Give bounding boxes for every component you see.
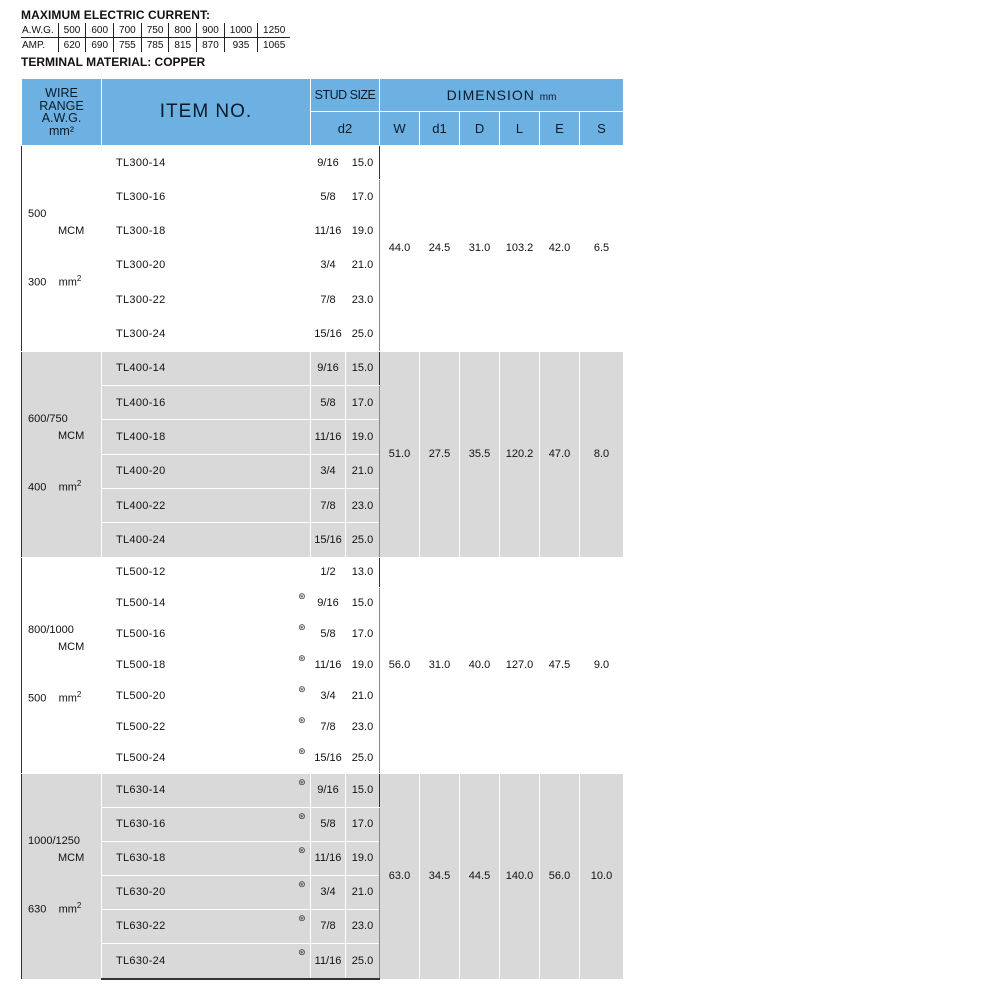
stud-size-mm: 17.0 — [346, 807, 380, 841]
item-no-cell — [102, 557, 311, 588]
dimension-unit: mm — [539, 92, 557, 103]
stud-size-mm: 25.0 — [346, 523, 380, 557]
wire-range-line-3: A.W.G. — [41, 111, 82, 125]
terminal-material: TERMINAL MATERIAL: COPPER — [21, 55, 206, 69]
wire-range-line-2: RANGE — [39, 98, 84, 113]
item-no-cell — [102, 420, 311, 454]
stud-size-mm: 25.0 — [346, 317, 380, 351]
stud-size-inch: 5/8 — [311, 807, 346, 841]
range-mm-unit: mm — [58, 276, 77, 289]
table-row — [22, 557, 624, 588]
stud-size-mm: 23.0 — [346, 488, 380, 522]
wire-range-line-4: mm² — [49, 123, 74, 138]
table-row — [22, 773, 624, 807]
stud-size-mm: 25.0 — [346, 943, 380, 979]
range-mm-unit: mm — [58, 692, 77, 705]
stud-size-mm: 23.0 — [346, 711, 380, 742]
stud-size-inch: 15/16 — [311, 742, 346, 773]
current-rating-table — [21, 23, 290, 52]
dim-w: 51.0 — [380, 351, 420, 557]
stud-size-inch: 5/8 — [311, 180, 346, 214]
range-mm-line — [28, 475, 101, 497]
range-mcm: MCM — [58, 430, 85, 443]
item-no-cell — [102, 523, 311, 557]
amp-value: 935 — [224, 38, 257, 53]
item-mark-icon: ⊛ — [298, 776, 306, 787]
wire-range-cell — [22, 146, 102, 352]
range-mm-value: 500 — [28, 692, 47, 705]
range-mm-sup: 2 — [76, 273, 82, 283]
stud-size-inch: 3/4 — [311, 680, 346, 711]
max-current-title: MAXIMUM ELECTRIC CURRENT: — [21, 8, 211, 22]
col-header-s: S — [580, 112, 624, 146]
range-mm-value: 400 — [28, 481, 47, 494]
stud-size-mm: 15.0 — [346, 588, 380, 619]
stud-size-inch: 3/4 — [311, 875, 346, 909]
item-no: TL300-16 — [116, 190, 166, 203]
item-no-cell — [102, 909, 311, 943]
item-no-cell — [102, 619, 311, 650]
stud-size-mm: 19.0 — [346, 841, 380, 875]
item-no: TL630-20 — [116, 886, 166, 899]
spec-table-body — [22, 146, 624, 980]
col-header-w: W — [380, 112, 420, 146]
awg-value: 700 — [114, 23, 142, 38]
awg-value: 600 — [86, 23, 114, 38]
item-no: TL500-22 — [116, 720, 166, 733]
stud-size-inch: 3/4 — [311, 454, 346, 488]
item-no-cell — [102, 146, 311, 180]
stud-size-inch: 9/16 — [311, 351, 346, 385]
amp-value: 690 — [86, 38, 114, 53]
item-no-cell — [102, 807, 311, 841]
dim-s: 10.0 — [580, 773, 624, 979]
wire-range-cell — [22, 557, 102, 773]
dim-s: 8.0 — [580, 351, 624, 557]
item-no: TL500-18 — [116, 659, 166, 672]
table-row — [22, 146, 624, 180]
item-no: TL400-18 — [116, 430, 166, 443]
item-mark-icon: ⊛ — [298, 946, 306, 957]
range-mm-line — [28, 897, 101, 919]
wire-range-cell — [22, 773, 102, 979]
stud-size-inch: 9/16 — [311, 773, 346, 807]
stud-size-mm: 21.0 — [346, 454, 380, 488]
stud-size-mm: 19.0 — [346, 214, 380, 248]
item-no-cell — [102, 454, 311, 488]
dim-w: 56.0 — [380, 557, 420, 773]
range-awg: 600/750 — [28, 413, 68, 426]
item-no: TL300-14 — [116, 156, 166, 169]
item-no: TL500-24 — [116, 751, 166, 764]
stud-size-mm: 21.0 — [346, 248, 380, 282]
stud-size-mm: 19.0 — [346, 420, 380, 454]
item-no-cell — [102, 875, 311, 909]
dim-d1: 31.0 — [420, 557, 460, 773]
dim-e: 42.0 — [540, 146, 580, 352]
item-no: TL630-22 — [116, 920, 166, 933]
item-no-cell — [102, 773, 311, 807]
item-mark-icon: ⊛ — [298, 622, 306, 633]
item-no: TL300-20 — [116, 259, 166, 272]
dim-d1: 34.5 — [420, 773, 460, 979]
item-no-cell — [102, 214, 311, 248]
item-no-cell — [102, 841, 311, 875]
stud-size-inch: 7/8 — [311, 488, 346, 522]
item-no: TL630-14 — [116, 784, 166, 797]
dim-s: 6.5 — [580, 146, 624, 352]
awg-value: 500 — [58, 23, 86, 38]
item-no-cell — [102, 317, 311, 351]
header-row-1 — [22, 79, 624, 112]
item-no: TL500-14 — [116, 597, 166, 610]
amp-value: 1065 — [258, 38, 291, 53]
wire-range-line-1: WIRE — [45, 86, 78, 100]
amp-row — [21, 38, 290, 53]
range-awg: 800/1000 — [28, 624, 74, 637]
dim-e: 47.0 — [540, 351, 580, 557]
stud-size-inch: 11/16 — [311, 841, 346, 875]
amp-value: 620 — [58, 38, 86, 53]
range-awg: 500 — [28, 207, 47, 220]
dim-l: 120.2 — [500, 351, 540, 557]
range-mm-unit: mm — [58, 481, 77, 494]
item-no: TL630-24 — [116, 954, 166, 967]
stud-size-inch: 11/16 — [311, 943, 346, 979]
awg-value: 1250 — [258, 23, 291, 38]
item-no-cell — [102, 742, 311, 773]
table-row — [22, 351, 624, 385]
range-mcm: MCM — [58, 852, 85, 865]
item-no-cell — [102, 351, 311, 385]
stud-size-inch: 11/16 — [311, 214, 346, 248]
item-no-cell — [102, 283, 311, 317]
stud-size-inch: 11/16 — [311, 420, 346, 454]
range-mm-line — [28, 686, 101, 708]
stud-size-mm: 23.0 — [346, 909, 380, 943]
item-no: TL400-24 — [116, 533, 166, 546]
dim-d: 44.5 — [460, 773, 500, 979]
item-no: TL630-16 — [116, 818, 166, 831]
d2-header: d2 — [311, 112, 380, 146]
item-mark-icon: ⊛ — [298, 714, 306, 725]
stud-size-mm: 15.0 — [346, 773, 380, 807]
item-mark-icon: ⊛ — [298, 653, 306, 664]
item-no: TL300-18 — [116, 225, 166, 238]
stud-size-inch: 11/16 — [311, 650, 346, 681]
range-mm-sup: 2 — [76, 901, 82, 911]
range-mm-unit: mm — [58, 903, 77, 916]
stud-size-inch: 9/16 — [311, 588, 346, 619]
wire-range-header — [22, 79, 102, 146]
awg-value: 900 — [197, 23, 225, 38]
wire-range-cell — [22, 351, 102, 557]
dim-e: 56.0 — [540, 773, 580, 979]
item-no: TL630-18 — [116, 852, 166, 865]
item-no-cell — [102, 680, 311, 711]
item-no-cell — [102, 488, 311, 522]
stud-size-mm: 15.0 — [346, 351, 380, 385]
col-header-l: L — [500, 112, 540, 146]
stud-size-mm: 25.0 — [346, 742, 380, 773]
item-no: TL500-16 — [116, 628, 166, 641]
amp-value: 755 — [114, 38, 142, 53]
dim-e: 47.5 — [540, 557, 580, 773]
item-no-cell — [102, 650, 311, 681]
stud-size-mm: 17.0 — [346, 619, 380, 650]
col-header-e: E — [540, 112, 580, 146]
spec-table — [21, 78, 624, 980]
item-no-header: ITEM NO. — [102, 79, 311, 146]
item-no: TL500-12 — [116, 566, 166, 579]
dim-d: 40.0 — [460, 557, 500, 773]
item-mark-icon: ⊛ — [298, 683, 306, 694]
dim-d: 31.0 — [460, 146, 500, 352]
awg-value: 800 — [169, 23, 197, 38]
item-no-cell — [102, 943, 311, 979]
stud-size-inch: 3/4 — [311, 248, 346, 282]
item-mark-icon: ⊛ — [298, 878, 306, 889]
dim-l: 127.0 — [500, 557, 540, 773]
range-mcm: MCM — [58, 641, 85, 654]
item-no: TL500-20 — [116, 689, 166, 702]
range-mcm: MCM — [58, 224, 85, 237]
stud-size-inch: 9/16 — [311, 146, 346, 180]
spec-table-wrapper — [21, 78, 623, 980]
stud-size-inch: 15/16 — [311, 523, 346, 557]
item-no-cell — [102, 588, 311, 619]
stud-size-inch: 7/8 — [311, 711, 346, 742]
item-no: TL400-14 — [116, 362, 166, 375]
stud-size-mm: 15.0 — [346, 146, 380, 180]
dim-l: 103.2 — [500, 146, 540, 352]
awg-value: 750 — [141, 23, 169, 38]
item-mark-icon: ⊛ — [298, 810, 306, 821]
dim-w: 63.0 — [380, 773, 420, 979]
stud-size-mm: 21.0 — [346, 875, 380, 909]
item-mark-icon: ⊛ — [298, 591, 306, 602]
range-mm-sup: 2 — [76, 479, 82, 489]
item-no: TL400-22 — [116, 499, 166, 512]
item-no-cell — [102, 711, 311, 742]
item-no-cell — [102, 180, 311, 214]
stud-size-header: STUD SIZE — [311, 79, 380, 112]
awg-row — [21, 23, 290, 38]
stud-size-mm: 21.0 — [346, 680, 380, 711]
stud-size-inch: 7/8 — [311, 283, 346, 317]
dim-d1: 27.5 — [420, 351, 460, 557]
item-no-cell — [102, 386, 311, 420]
item-no-cell — [102, 248, 311, 282]
range-awg: 1000/1250 — [28, 835, 80, 848]
col-header-d: D — [460, 112, 500, 146]
awg-value: 1000 — [224, 23, 257, 38]
dim-w: 44.0 — [380, 146, 420, 352]
item-mark-icon: ⊛ — [298, 912, 306, 923]
dimension-header — [380, 79, 624, 112]
range-mm-value: 630 — [28, 903, 47, 916]
item-mark-icon: ⊛ — [298, 844, 306, 855]
dim-s: 9.0 — [580, 557, 624, 773]
stud-size-mm: 17.0 — [346, 180, 380, 214]
amp-value: 815 — [169, 38, 197, 53]
range-mm-sup: 2 — [76, 690, 82, 700]
stud-size-inch: 1/2 — [311, 557, 346, 588]
item-mark-icon: ⊛ — [298, 745, 306, 756]
awg-label: A.W.G. — [21, 23, 58, 38]
item-no: TL400-20 — [116, 465, 166, 478]
range-mm-value: 300 — [28, 276, 47, 289]
stud-size-mm: 19.0 — [346, 650, 380, 681]
stud-size-inch: 15/16 — [311, 317, 346, 351]
item-no: TL400-16 — [116, 396, 166, 409]
stud-size-inch: 7/8 — [311, 909, 346, 943]
stud-size-inch: 5/8 — [311, 386, 346, 420]
dim-d1: 24.5 — [420, 146, 460, 352]
amp-value: 870 — [197, 38, 225, 53]
item-no: TL300-24 — [116, 328, 166, 341]
dim-l: 140.0 — [500, 773, 540, 979]
stud-size-inch: 5/8 — [311, 619, 346, 650]
amp-value: 785 — [141, 38, 169, 53]
range-mm-line — [28, 270, 101, 292]
stud-size-mm: 23.0 — [346, 283, 380, 317]
item-no: TL300-22 — [116, 293, 166, 306]
dimension-label: DIMENSION — [446, 87, 535, 103]
dim-d: 35.5 — [460, 351, 500, 557]
col-header-d1: d1 — [420, 112, 460, 146]
stud-size-mm: 17.0 — [346, 386, 380, 420]
amp-label: AMP. — [22, 39, 46, 51]
stud-size-mm: 13.0 — [346, 557, 380, 588]
